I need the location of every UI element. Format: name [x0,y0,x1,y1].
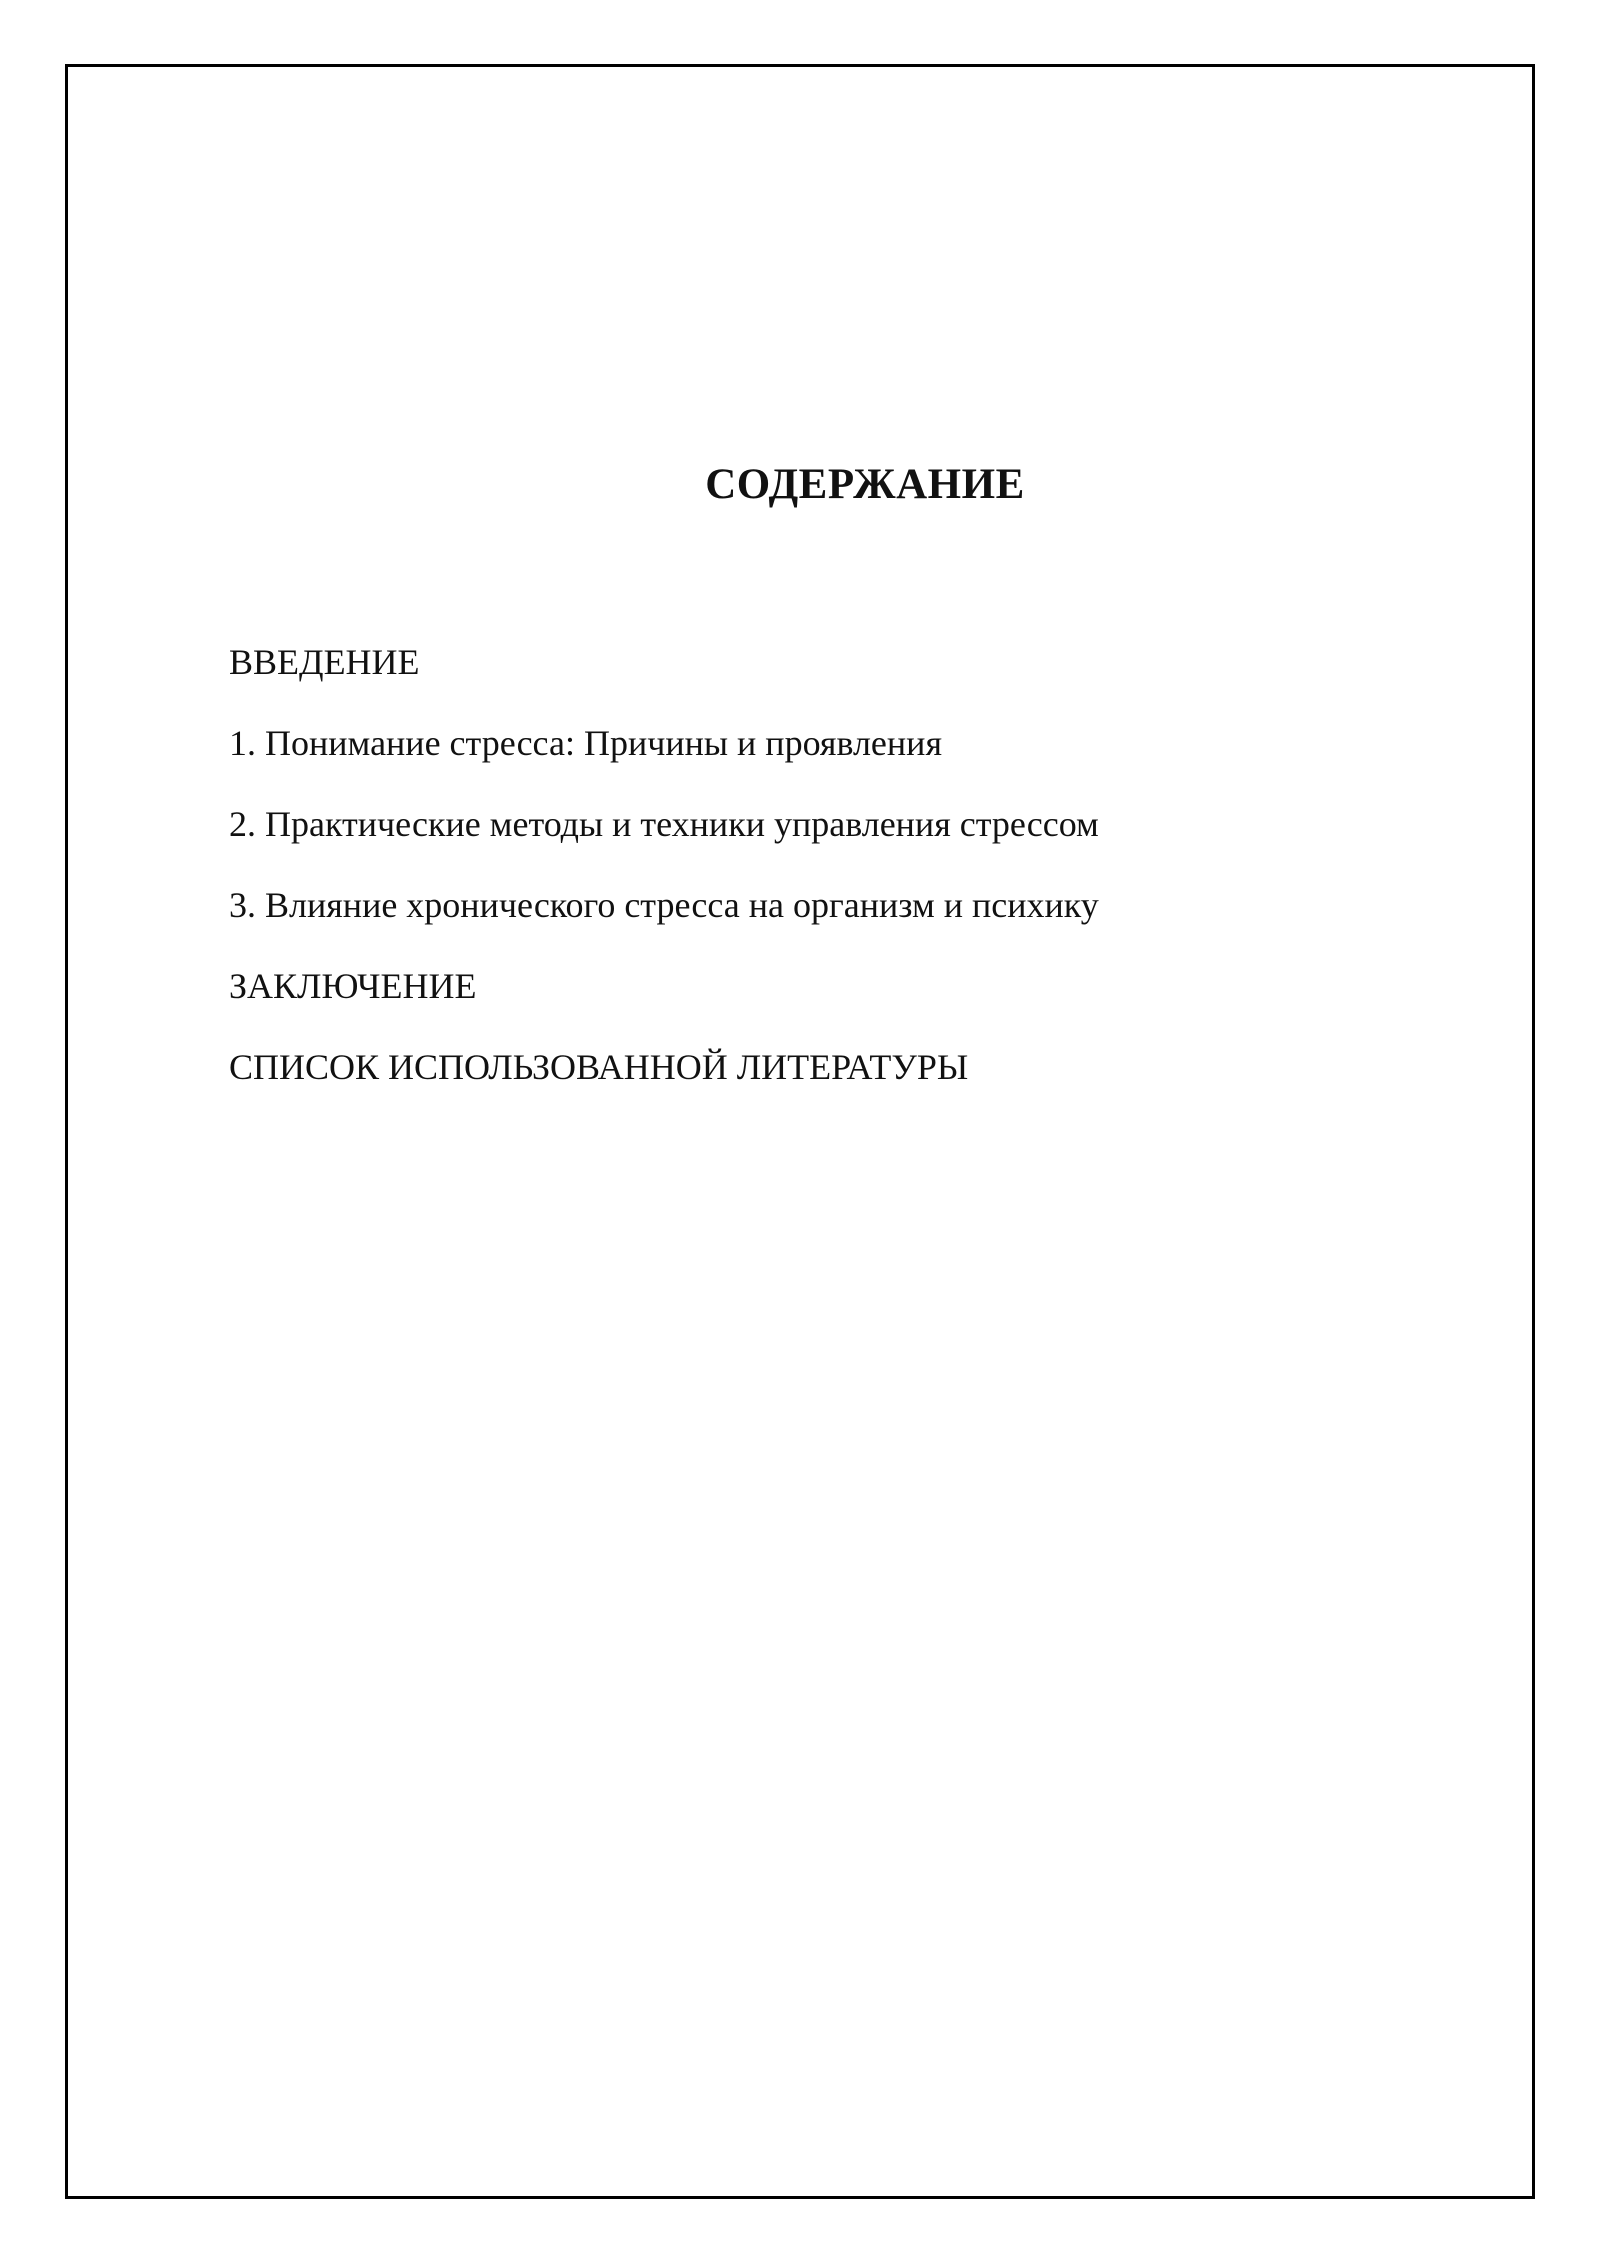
toc-item-references: СПИСОК ИСПОЛЬЗОВАННОЙ ЛИТЕРАТУРЫ [229,1047,969,1087]
page-title: СОДЕРЖАНИЕ [705,461,1025,508]
toc-item-conclusion: ЗАКЛЮЧЕНИЕ [229,966,477,1006]
toc-item-introduction: ВВЕДЕНИЕ [229,642,420,682]
toc-item-chapter-2: 2. Практические методы и техники управления стрессом [229,804,1099,844]
table-of-contents [229,640,1099,1126]
toc-item-chapter-3: 3. Влияние хронического стресса на организм и психику [229,885,1099,925]
page-border-frame [65,64,1535,2199]
toc-item-chapter-1: 1. Понимание стресса: Причины и проявления [229,723,943,763]
